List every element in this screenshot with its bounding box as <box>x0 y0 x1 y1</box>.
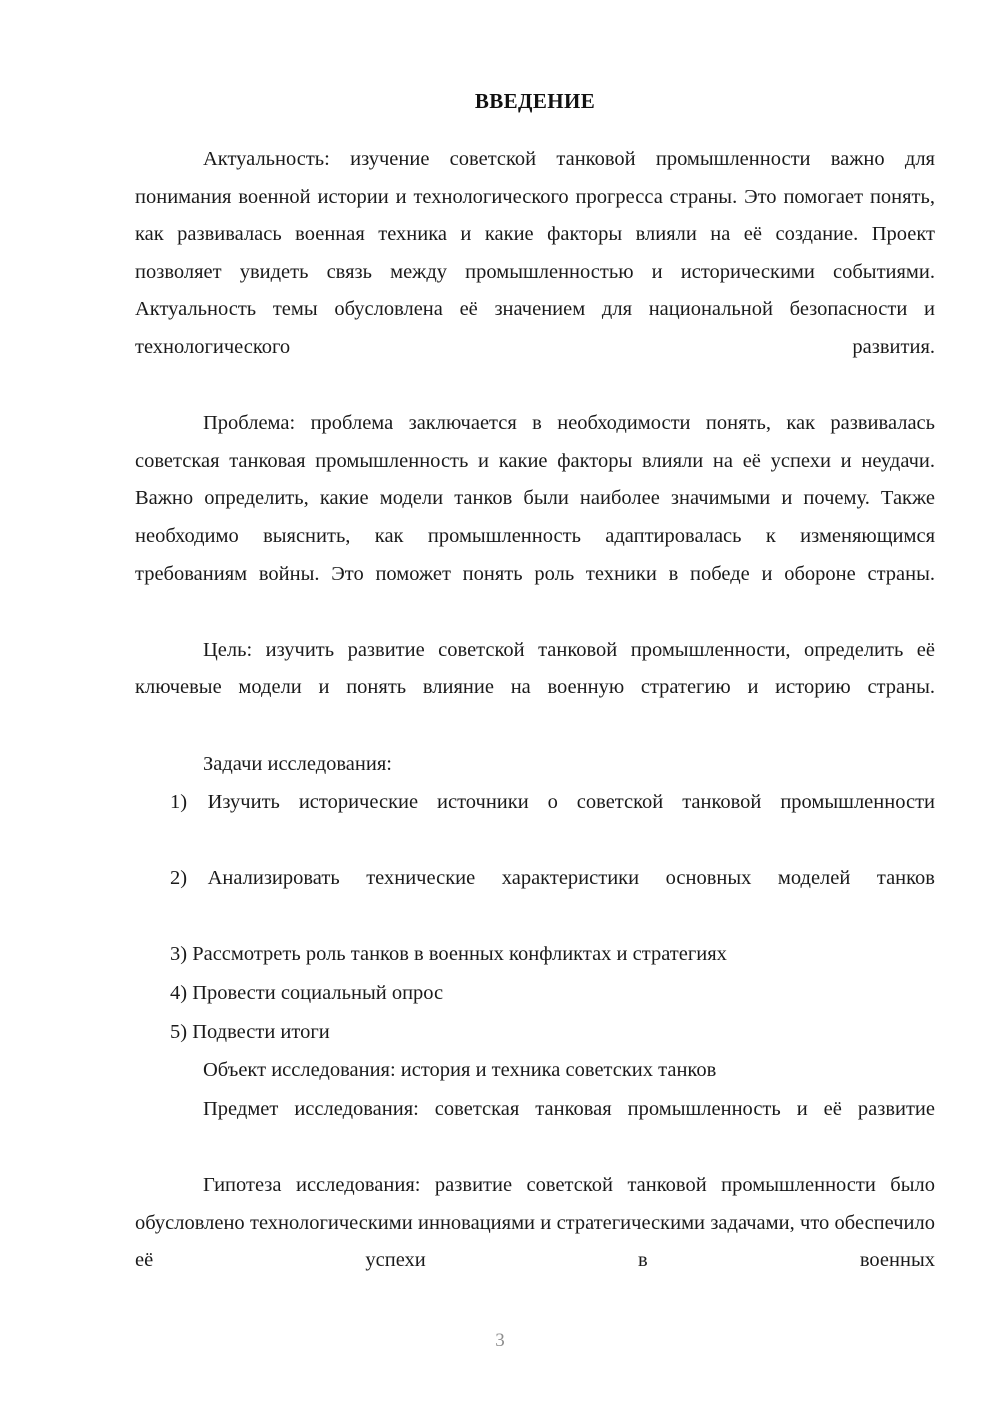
page-title: ВВЕДЕНИЕ <box>474 89 596 113</box>
task-item-3: 3) Рассмотреть роль танков в военных конфликтах и стратегиях <box>170 943 727 966</box>
paragraph-hypothesis: Гипотеза исследования: развитие советской танковой промышленности было обусловлено технологическими инновациями и стратегическими задачами, что обеспечило её успехи в военных <box>135 1174 935 1272</box>
paragraph-relevance: Актуальность: изучение советской танковой промышленности важно для понимания военной истории и технологического прогресса страны. Это помогает понять, как развивалась военная техника и какие факторы влияли на её создание. Проект позволяет увидеть связь между промышленностью и историческими событиями. Актуальность темы обусловлена её значением для национальной безопасности и технологического развития. <box>135 148 935 358</box>
task-item-2: 2) Анализировать технические характеристики основных моделей танков <box>170 867 935 890</box>
page-number: 3 <box>495 1330 505 1351</box>
paragraph-object: Объект исследования: история и техника советских танков <box>203 1059 717 1082</box>
task-item-4: 4) Провести социальный опрос <box>170 982 444 1005</box>
paragraph-subject: Предмет исследования: советская танковая промышленность и её развитие <box>203 1097 935 1120</box>
document-body <box>135 88 935 1318</box>
paragraph-problem: Проблема: проблема заключается в необходимости понять, как развивалась советская танковая промышленность и какие факторы влияли на её успехи и неудачи. Важно определить, какие модели танков были наиболее значимыми и почему. Также необходимо выяснить, как промышленность адаптировалась к изменяющимся требованиям войны. Это поможет понять роль техники в победе и обороне страны. <box>135 412 935 585</box>
task-item-5: 5) Подвести итоги <box>170 1020 330 1043</box>
heading-tasks: Задачи исследования: <box>203 752 392 775</box>
task-item-1: 1) Изучить исторические источники о советской танковой промышленности <box>170 791 935 814</box>
paragraph-goal: Цель: изучить развитие советской танковой промышленности, определить её ключевые модели и понять влияние на военную стратегию и историю страны. <box>135 638 935 699</box>
